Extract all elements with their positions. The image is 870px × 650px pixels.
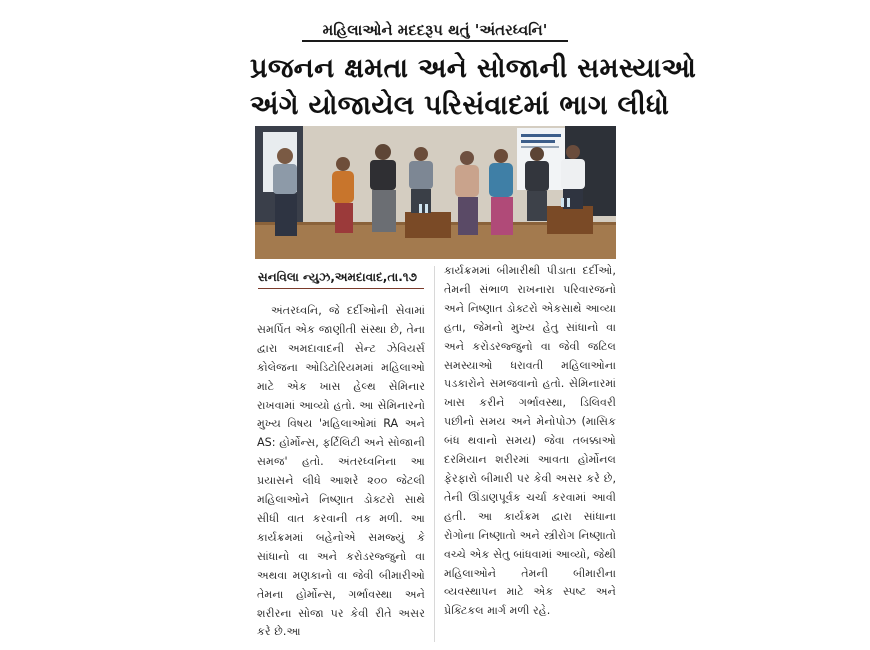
body-column-right: કાર્યક્રમમાં બીમારીથી પીડાતા દર્દીઓ, તેમની સંભાળ રાખનારા પરિવારજનો અને નિષ્ણાત ડોક્ટરો એકસાથે આવ્યા હતા, જેમનો મુખ્ય હેતુ સાંધાનો વા અને કરોડરજ્જુનો વા જેવી જટિલ સમસ્યાઓ ધરાવતી મહિલાઓના પડકારોને સમજવાનો હતો. સેમિનારમાં ખાસ કરીને ગર્ભાવસ્થા, ડિલિવરી પછીનો સમય અને મેનોપોઝ (માસિક બંધ થવાનો સમય) જેવા તબક્કાઓ દરમિયાન શરીરમાં આવતા હોર્મોનલ ફેરફારો બીમારી પર કેવી અસર કરે છે, તેની ઊંડાણપૂર્વક ચર્ચા કરવામાં આવી હતી. આ કાર્યક્રમ દ્વારા સાંધાના રોગોના નિષ્ણાતો અને સ્ત્રીરોગ નિષ્ણાતો વચ્ચે એક સેતુ બાંધવામાં આવ્યો, જેથી મહિલાઓને તેમની બીમારીના વ્યવસ્થાપન માટે એક સ્પષ્ટ અને પ્રેક્ટિકલ માર્ગ મળી રહે. — [444, 264, 616, 618]
event-photo — [255, 126, 616, 259]
article-kicker: મહિલાઓને મદદરૂપ થતું 'અંતરધ્વનિ' — [302, 20, 568, 42]
column-divider — [434, 266, 435, 642]
headline-line-1: પ્રજનન ક્ષમતા અને સોજાની સમસ્યાઓ — [250, 53, 697, 84]
headline-line-2: અંગે યોજાયેલ પરિસંવાદમાં ભાગ લીધો — [250, 90, 670, 121]
body-column-left: અંતરધ્વનિ, જે દર્દીઓની સેવામાં સમર્પિત એક જાણીતી સંસ્થા છે, તેના દ્વારા અમદાવાદની સેન્ટ ઝેવિયર્સ કોલેજના ઓડિટોરિયમમાં મહિલાઓ માટે એક ખાસ હેલ્થ સેમિનાર રાખવામાં આવ્યો હતો. આ સેમિનારનો મુખ્ય વિષય 'મહિલાઓમાં RA અને AS: હોર્મોન્સ, ફર્ટિલિટી અને સોજાની સમજ' હતો. અંતરધ્વનિના આ પ્રયાસને લીધે આશરે ૨૦૦ જેટલી મહિલાઓને નિષ્ણાત ડોક્ટરો સાથે સીધી વાત કરવાની તક મળી. આ કાર્યક્રમમાં બહેનોએ સમજ્યું કે સાંધાનો વા અને કરોડરજ્જુનો વા અથવા મણકાનો વા જેવી બીમારીઓ તેમના હોર્મોન્સ, ગર્ભાવસ્થા અને શરીરના સોજા પર કેવી રીતે અસર કરે છે.આ — [257, 304, 425, 639]
article-dateline: સનવિલા ન્યુઝ,અમદાવાદ,તા.૧૭ — [258, 270, 424, 289]
article-headline — [250, 50, 697, 124]
